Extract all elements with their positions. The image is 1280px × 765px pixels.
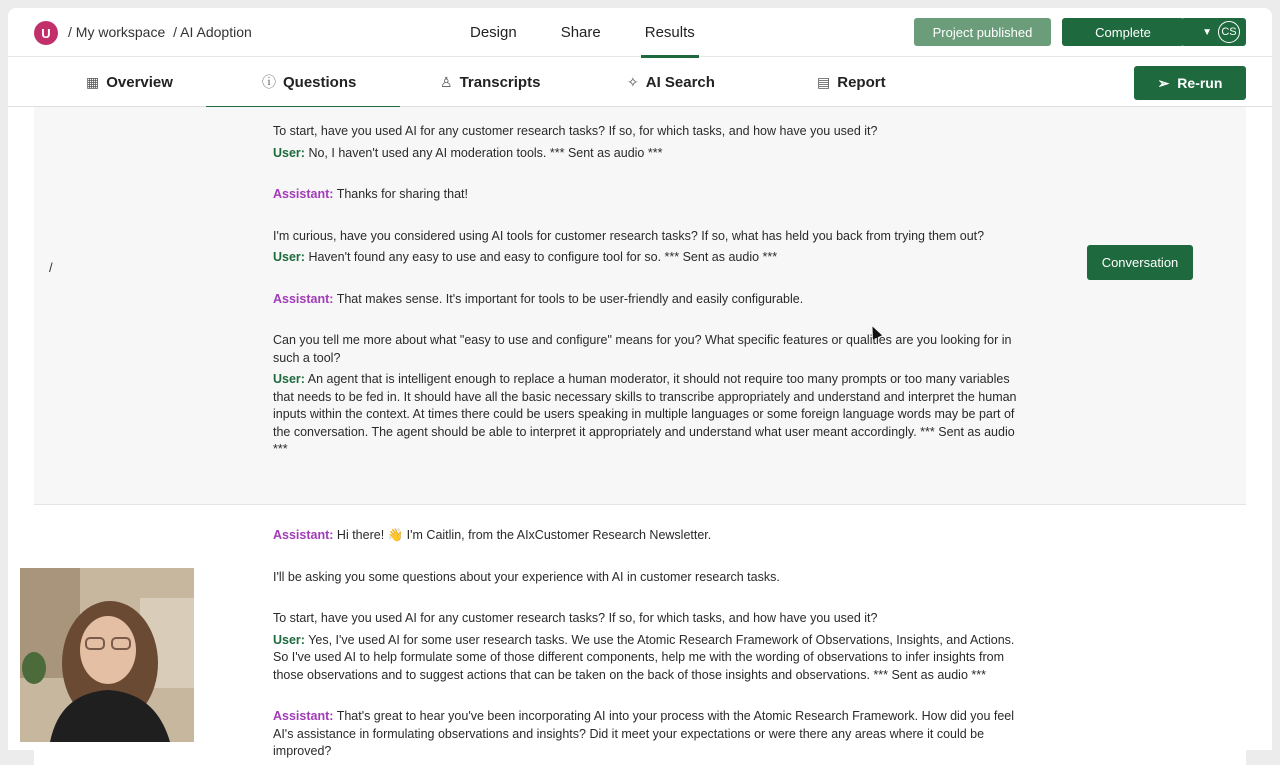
- assistant-message: [273, 708, 1023, 761]
- tab-overview[interactable]: [86, 57, 173, 107]
- newspaper-icon: ▤: [817, 73, 831, 90]
- presenter-video-icon: [20, 568, 194, 742]
- user-label: User:: [273, 632, 305, 647]
- app-window: [8, 8, 1272, 758]
- conversation-button[interactable]: Conversation: [1087, 245, 1193, 280]
- assistant-message: [273, 291, 1023, 309]
- breadcrumb: [68, 24, 256, 40]
- top-bar: [8, 8, 1272, 57]
- user-text: No, I haven't used any AI moderation tools. *** Sent as audio ***: [308, 145, 663, 160]
- assistant-label: Assistant:: [273, 187, 334, 201]
- question-circle-icon: ⓘ: [262, 74, 276, 90]
- user-label: User:: [273, 250, 305, 264]
- tab-share[interactable]: Share: [560, 24, 601, 41]
- user-text: Yes, I've used AI for some user research tasks. We use the Atomic Research Framework of Observations, Insights, and Actions. So I've used AI to help formulate some of those different components, help me with the wording of observations to infer insights from those observations and to suggest actions that can be taken on the back of those insights and observations. *** Sent as audio ***: [273, 632, 1015, 682]
- assistant-message: [273, 527, 1023, 545]
- send-icon: ➢: [1157, 74, 1170, 91]
- person-icon: ♙: [440, 73, 453, 90]
- tab-transcripts[interactable]: [440, 57, 540, 107]
- user-label: User:: [273, 372, 305, 386]
- assistant-text: That's great to hear you've been incorporating AI into your process with the Atomic Research Framework. How did you feel AI's assistance in formulating observations and insights? Did it meet your expectations or were there any areas where it could be improved?: [273, 709, 1015, 758]
- user-message: [273, 145, 1023, 163]
- responses-list[interactable]: [34, 107, 1246, 758]
- assistant-label: Assistant:: [273, 709, 334, 723]
- tab-questions-label: Questions: [283, 73, 357, 91]
- question-text: I'm curious, have you considered using AI tools for customer research tasks? If so, what has held you back from trying them out?: [273, 228, 985, 243]
- rerun-label: Re-run: [1177, 75, 1223, 91]
- top-tabs: [448, 8, 717, 57]
- tab-results[interactable]: Results: [623, 8, 717, 57]
- sparkles-icon: ✧: [627, 73, 639, 90]
- tab-design[interactable]: Design: [470, 24, 517, 41]
- user-message: [273, 249, 1023, 267]
- complete-button[interactable]: Complete: [1062, 18, 1184, 46]
- response-id: /: [49, 260, 53, 275]
- workspace-avatar[interactable]: U: [34, 21, 58, 45]
- question-text: Can you tell me more about what "easy to use and configure" means for you? What specific features or qualities are you looking for in such a tool?: [273, 333, 1012, 365]
- tab-overview-label: Overview: [106, 73, 173, 91]
- tab-ai-search-label: AI Search: [645, 73, 715, 91]
- assistant-label: Assistant:: [273, 528, 334, 542]
- transcript: [273, 527, 1023, 761]
- user-message: [273, 632, 1023, 685]
- assistant-label: Assistant:: [273, 291, 334, 306]
- tab-questions[interactable]: [262, 57, 356, 107]
- results-subnav: [8, 57, 1272, 107]
- webcam-video-bubble[interactable]: [20, 568, 194, 742]
- tab-ai-search[interactable]: [627, 57, 715, 107]
- user-text: Haven't found any easy to use and easy to configure tool for so. *** Sent as audio ***: [308, 250, 778, 264]
- assistant-text: Thanks for sharing that!: [336, 187, 469, 201]
- breadcrumb-workspace[interactable]: / My workspace: [68, 24, 166, 40]
- project-published-button[interactable]: Project published: [914, 18, 1051, 46]
- tab-report[interactable]: [817, 57, 886, 107]
- user-label: User:: [273, 145, 305, 160]
- assistant-text: I'll be asking you some questions about your experience with AI in customer research tasks.: [273, 569, 780, 584]
- tab-report-label: Report: [837, 73, 886, 91]
- grid-icon: ▦: [86, 73, 100, 90]
- assistant-text: That makes sense. It's important for tools to be user-friendly and easily configurable.: [336, 291, 804, 306]
- response-row: [34, 505, 1246, 765]
- question-text: To start, have you used AI for any customer research tasks? If so, for which tasks, and how have you used it?: [273, 611, 878, 625]
- user-avatar: CS: [1218, 21, 1240, 43]
- chevron-down-icon: ▼: [1202, 26, 1212, 38]
- user-text: An agent that is intelligent enough to replace a human moderator, it should not require too many prompts or too many variables that needs to be fed in. It should have all the basic necessary skills to transcribe appropriately and understand and interpret the human inputs within the context. At times there could be users speaking in multiple languages or some foreign language words may be part of the conversation. The agent should be able to interpret it appropriately and understand what user meant accordingly. *** Sent as audio ***: [273, 372, 1017, 456]
- user-message: [273, 371, 1023, 459]
- question-text: To start, have you used AI for any customer research tasks? If so, for which tasks, and how have you used it?: [273, 124, 878, 138]
- user-menu-button[interactable]: [1181, 18, 1246, 46]
- assistant-message: [273, 186, 1023, 204]
- tab-transcripts-label: Transcripts: [459, 73, 541, 91]
- rerun-button[interactable]: [1134, 66, 1246, 100]
- response-row: [34, 107, 1246, 505]
- assistant-text: Hi there! 👋 I'm Caitlin, from the AIxCustomer Research Newsletter.: [336, 528, 712, 542]
- breadcrumb-project[interactable]: / AI Adoption: [173, 24, 252, 40]
- transcript: [273, 123, 1023, 459]
